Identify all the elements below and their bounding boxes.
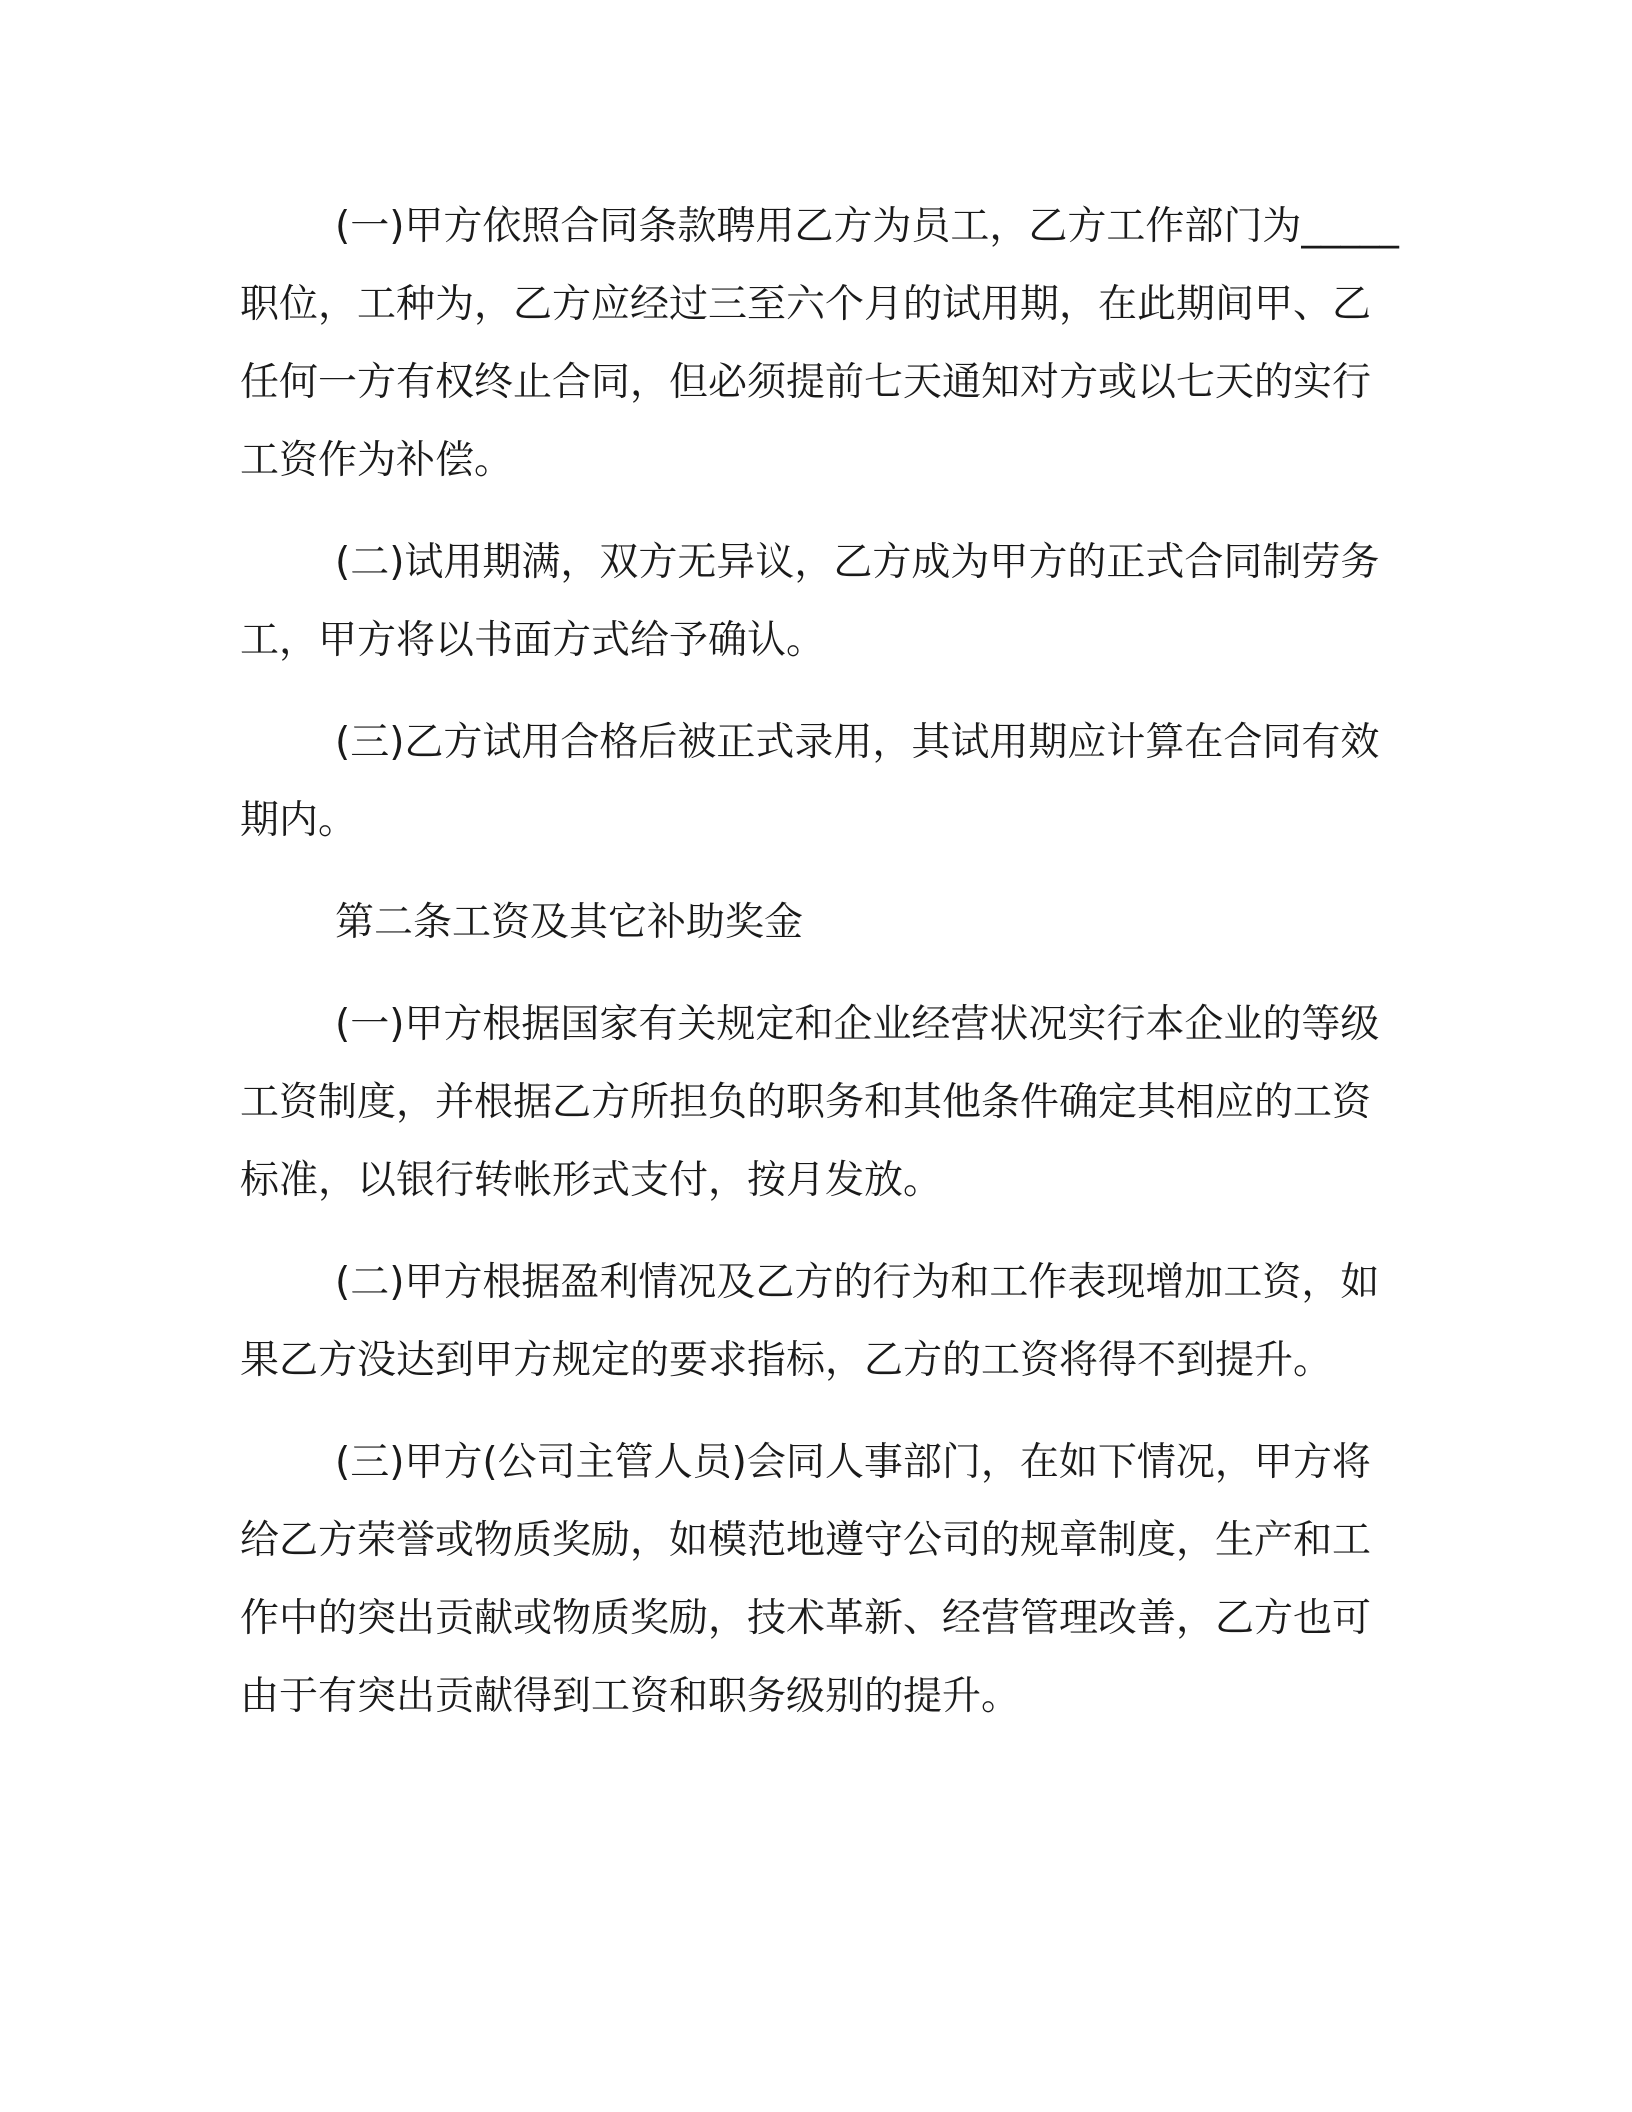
paragraph-probation-end: (二)试用期满，双方无异议，乙方成为甲方的正式合同制劳务工，甲方将以书面方式给予确认。 [240,540,1380,663]
paragraph-wage-increase: (二)甲方根据盈利情况及乙方的行为和工作表现增加工资，如果乙方没达到甲方规定的要求指标，乙方的工资将得不到提升。 [240,1260,1380,1383]
paragraph-probation-terms: (一)甲方依照合同条款聘用乙方为员工，乙方工作部门为_____职位，工种为，乙方应经过三至六个月的试用期，在此期间甲、乙任何一方有权终止合同，但必须提前七天通知对方或以七天的实行工资作为补偿。 [240,204,1399,483]
section-heading-wages: 第二条工资及其它补助奖金 [335,900,804,945]
paragraph-rewards: (三)甲方(公司主管人员)会同人事部门，在如下情况，甲方将给乙方荣誉或物质奖励，如模范地遵守公司的规章制度，生产和工作中的突出贡献或物质奖励，技术革新、经营管理改善，乙方也可由于有突出贡献得到工资和职务级别的提升。 [240,1440,1372,1719]
document-body [240,188,1400,1760]
paragraph-probation-period: (三)乙方试用合格后被正式录用，其试用期应计算在合同有效期内。 [240,720,1380,843]
paragraph-wage-system: (一)甲方根据国家有关规定和企业经营状况实行本企业的等级工资制度，并根据乙方所担负的职务和其他条件确定其相应的工资标准，以银行转帐形式支付，按月发放。 [240,1002,1380,1203]
